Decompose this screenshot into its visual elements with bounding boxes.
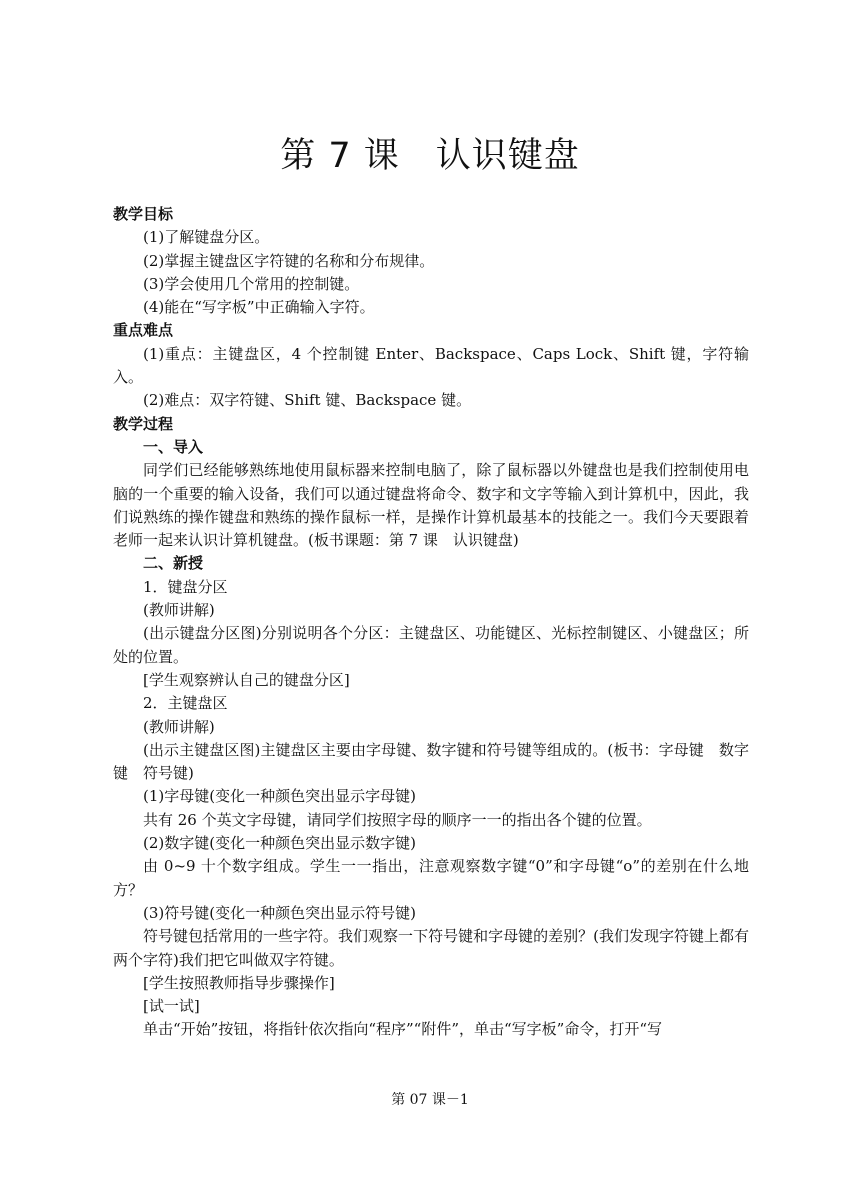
page-footer: 第 07 课－1 <box>391 1092 469 1108</box>
body-paragraph: (3)学会使用几个常用的控制键。 <box>143 274 360 293</box>
page-title: 第 7 课 认识键盘 <box>280 136 580 176</box>
body-paragraph: 共有 26 个英文字母键，请同学们按照字母的顺序一一的指出各个键的位置。 <box>143 810 652 829</box>
body-paragraph: (教师讲解) <box>143 601 215 620</box>
body-paragraph: (2)数字键(变化一种颜色突出显示数字键) <box>143 834 416 853</box>
section-heading: 重点难点 <box>113 321 174 340</box>
body-paragraph: (教师讲解) <box>143 717 215 736</box>
body-paragraph: (1)了解键盘分区。 <box>143 228 270 247</box>
body-paragraph: 1．键盘分区 <box>143 577 228 596</box>
body-paragraph: [学生观察辨认自己的键盘分区] <box>143 670 350 689</box>
body-paragraph: (2)掌握主键盘区字符键的名称和分布规律。 <box>143 251 435 270</box>
body-paragraph: (1)字母键(变化一种颜色突出显示字母键) <box>143 787 416 806</box>
body-paragraph: (4)能在“写字板”中正确输入字符。 <box>143 298 375 317</box>
body-paragraph: 符号键包括常用的一些字符。我们观察一下符号键和字母键的差别？(我们发现字符键上都有两个字符)我们把它叫做双字符键。 <box>113 927 749 969</box>
body-paragraph: (出示键盘分区图)分别说明各个分区：主键盘区、功能键区、光标控制键区、小键盘区；所处的位置。 <box>113 624 749 666</box>
body-paragraph: (出示主键盘区图)主键盘区主要由字母键、数字键和符号键等组成的。(板书：字母键 数字键 符号键) <box>113 740 749 783</box>
section-heading: 教学目标 <box>113 205 174 223</box>
section-heading: 二、新授 <box>143 554 204 573</box>
document-body <box>113 203 749 1042</box>
body-paragraph: 由 0~9 十个数字组成。学生一一指出，注意观察数字键“0”和字母键“o”的差别在什么地方？ <box>113 857 749 899</box>
section-heading: 一、导入 <box>143 437 204 456</box>
body-paragraph: 单击“开始”按钮，将指针依次指向“程序”“附件”，单击“写字板”命令，打开“写 <box>143 1020 663 1039</box>
body-paragraph: [试一试] <box>143 997 200 1016</box>
body-paragraph: (3)符号键(变化一种颜色突出显示符号键) <box>143 903 416 922</box>
body-paragraph: 同学们已经能够熟练地使用鼠标器来控制电脑了，除了鼠标器以外键盘也是我们控制使用电脑的一个重要的输入设备，我们可以通过键盘将命令、数字和文字等输入到计算机中，因此，我们说熟练的操作键盘和熟练的操作鼠标一样，是操作计算机最基本的技能之一。我们今天要跟着老师一起来认识计算机键盘。(板书课题：第 7 课 认识键盘) <box>113 461 749 550</box>
body-paragraph: (1)重点：主键盘区，4 个控制键 Enter、Backspace、Caps Lock、Shift 键，字符输入。 <box>113 344 749 387</box>
body-paragraph: [学生按照教师指导步骤操作] <box>143 973 335 992</box>
section-heading: 教学过程 <box>113 414 174 433</box>
body-paragraph: (2)难点：双字符键、Shift 键、Backspace 键。 <box>143 391 472 410</box>
body-paragraph: 2．主键盘区 <box>143 694 228 713</box>
